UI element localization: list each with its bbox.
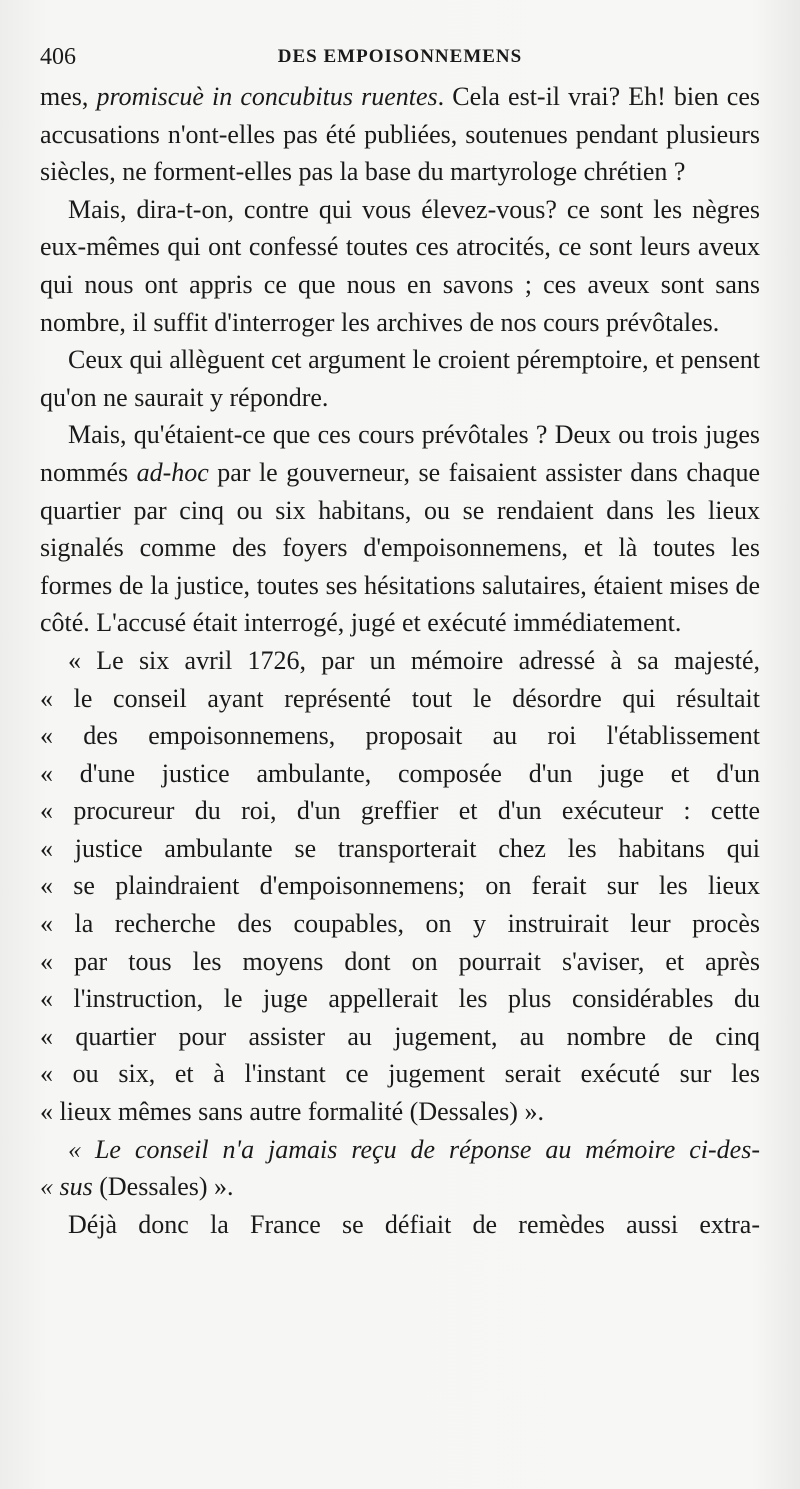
quotation-note-line	[40, 1168, 760, 1206]
running-head	[40, 38, 760, 78]
quotation-line: « l'instruction, le juge appellerait les plus considérables du	[40, 984, 760, 1014]
quotation-line: « procureur du roi, d'un greffier et d'un exécuteur : cette	[40, 796, 760, 826]
text-run: par le gouverneur, se faisaient assister dans chaque quartier par cinq ou six habitans, ou se rendaient dans les lieux signalés comme des foyers d'empoisonnemens, et là toutes les formes de la justice, toutes ses hésitations salutaires, étaient mises de côté. L'accusé était interrogé, jugé et exécuté immédiatement.	[40, 457, 760, 638]
text-run: Mais, dira-t-on, contre qui vous élevez-vous? ce sont les nègres eux-mêmes qui ont confessé toutes ces atrocités, ce sont leurs aveux qui nous ont appris ce que nous en savons ; ces aveux sont sans nombre, il suffit d'interroger les archives de nos cours prévôtales.	[40, 194, 760, 337]
paragraphs	[40, 78, 760, 642]
text-run: Ceux qui allèguent cet argument le croient péremptoire, et pensent qu'on ne saurait y répondre.	[40, 345, 760, 412]
paragraph	[40, 191, 760, 341]
page-number: 406	[40, 44, 76, 70]
quotation-note-source: (Dessales) ».	[92, 1172, 234, 1202]
quotation-note-line	[40, 1131, 760, 1169]
quotation-line: « ou six, et à l'instant ce jugement serait exécuté sur les	[40, 1059, 760, 1089]
paragraph	[40, 78, 760, 191]
paragraph	[40, 416, 760, 642]
text-run: Mais, qu'étaient-ce que ces cours prévôtales ? Deux ou trois juges nommés	[40, 420, 760, 487]
quotation-line: « justice ambulante se transporterait chez les habitans qui	[40, 833, 760, 863]
running-title: DES EMPOISONNEMENS	[277, 46, 523, 67]
text-run: mes,	[40, 82, 97, 111]
quotation-line: « quartier pour assister au jugement, au nombre de cinq	[40, 1021, 760, 1051]
quotation-note-italic: « sus	[40, 1172, 93, 1202]
quotation-line: « Le six avril 1726, par un mémoire adressé à sa majesté,	[68, 645, 760, 675]
quotation-block	[40, 642, 760, 1131]
italic-phrase: ad-hoc	[136, 457, 209, 487]
italic-phrase: promiscuè in concubitus ruentes	[96, 82, 438, 111]
quotation-line: « par tous les moyens dont on pourrait s'aviser, et après	[40, 946, 760, 976]
quotation-line: « le conseil ayant représenté tout le désordre qui résultait	[40, 683, 760, 713]
body-text	[40, 78, 760, 1243]
paragraph	[40, 341, 760, 416]
text-run: . Cela est-il vrai? Eh! bien ces accusations n'ont-elles pas été publiées, soutenues pendant plusieurs siècles, ne forment-elles pas la base du martyrologe chrétien ?	[40, 82, 760, 187]
final-paragraph: Déjà donc la France se défiait de remèdes aussi extra-	[68, 1209, 760, 1239]
quotation-note	[40, 1131, 760, 1206]
quotation-line: « se plaindraient d'empoisonnemens; on ferait sur les lieux	[40, 871, 760, 901]
quotation-line: « d'une justice ambulante, composée d'un juge et d'un	[40, 758, 760, 788]
quotation-line: « lieux mêmes sans autre formalité (Dessales) ».	[40, 1097, 544, 1127]
quotation-note-italic: « Le conseil n'a jamais reçu de réponse au mémoire ci-des-	[68, 1134, 760, 1164]
quotation-line: « la recherche des coupables, on y instruirait leur procès	[40, 909, 760, 939]
quotation-line: « des empoisonnemens, proposait au roi l'établissement	[40, 721, 760, 751]
